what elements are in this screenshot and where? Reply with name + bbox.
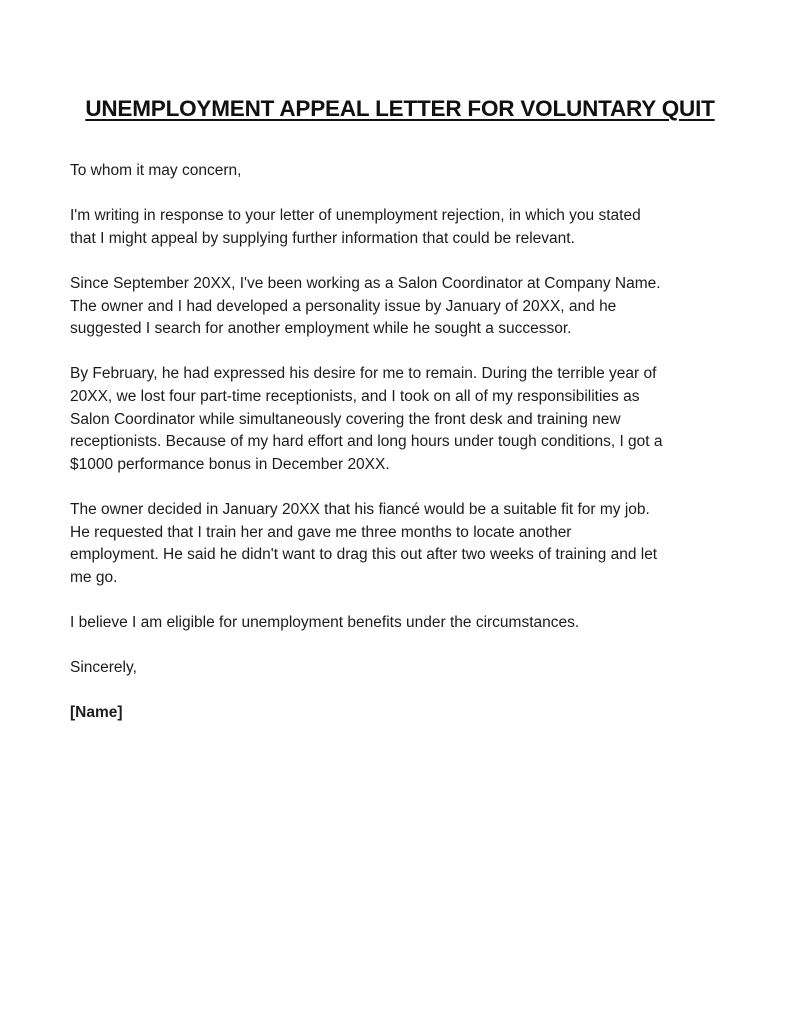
paragraph-4-line: He requested that I train her and gave me three months to locate another (70, 523, 572, 541)
paragraph-2-line: Since September 20XX, I've been working as a Salon Coordinator at Company Name. (70, 274, 661, 292)
paragraph-2-line: The owner and I had developed a personality issue by January of 20XX, and he (70, 297, 617, 315)
paragraph-2 (70, 273, 740, 341)
letter-title (0, 94, 800, 124)
paragraph-4-line: The owner decided in January 20XX that his fiancé would be a suitable fit for my job. (70, 500, 650, 518)
paragraph-4 (70, 499, 740, 589)
letter-body (70, 160, 740, 747)
paragraph-1-line: that I might appeal by supplying further information that could be relevant. (70, 229, 575, 247)
salutation: To whom it may concern, (70, 162, 242, 179)
paragraph-2-line: suggested I search for another employment while he sought a successor. (70, 320, 572, 338)
paragraph-3-line: 20XX, we lost four part-time receptionists, and I took on all of my responsibilities as (70, 387, 640, 405)
paragraph-3-line: $1000 performance bonus in December 20XX. (70, 455, 390, 473)
paragraph-1 (70, 205, 740, 250)
paragraph-4-line: employment. He said he didn't want to drag this out after two weeks of training and let (70, 546, 658, 564)
closing: Sincerely, (70, 659, 137, 677)
letter-title-text: UNEMPLOYMENT APPEAL LETTER FOR VOLUNTARY QUIT (85, 96, 715, 121)
signature-name: [Name] (70, 704, 123, 722)
paragraph-3-line: By February, he had expressed his desire for me to remain. During the terrible year of (70, 365, 657, 383)
paragraph-5: I believe I am eligible for unemployment benefits under the circumstances. (70, 613, 580, 631)
paragraph-3 (70, 363, 740, 476)
paragraph-4-line: me go. (70, 568, 118, 586)
paragraph-3-line: Salon Coordinator while simultaneously covering the front desk and training new (70, 410, 621, 428)
paragraph-1-line: I'm writing in response to your letter of unemployment rejection, in which you stated (70, 207, 641, 225)
paragraph-3-line: receptionists. Because of my hard effort and long hours under tough conditions, I got a (70, 433, 663, 451)
